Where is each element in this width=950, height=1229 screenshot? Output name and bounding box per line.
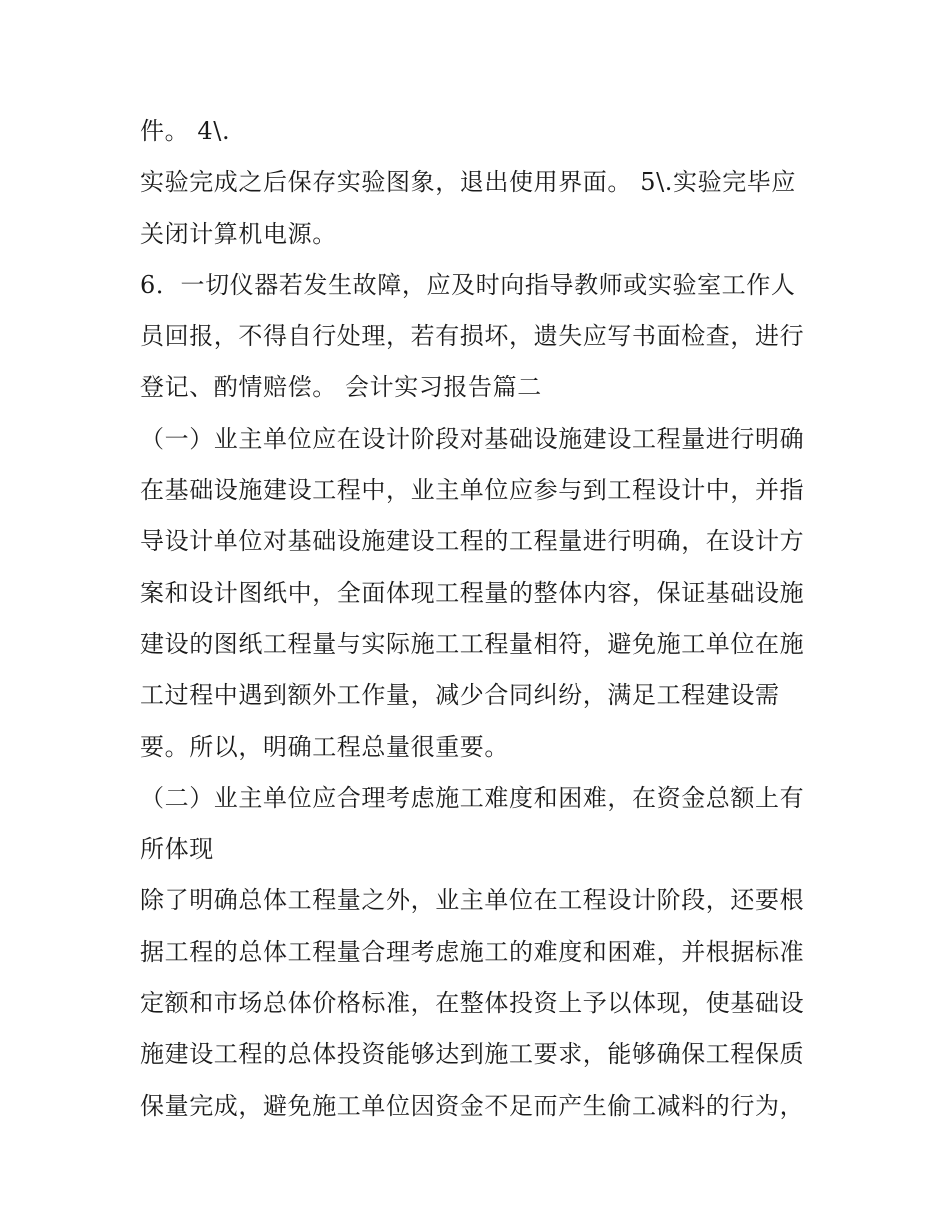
section-heading: （一）业主单位应在设计阶段对基础设施建设工程量进行明确	[140, 424, 805, 453]
text-line: 6．一切仪器若发生故障，应及时向指导教师或实验室工作人	[140, 270, 796, 299]
text-line: 关闭计算机电源。	[140, 219, 337, 248]
section-heading: 所体现	[140, 835, 214, 864]
text-line: 建设的图纸工程量与实际施工工程量相符，避免施工单位在施	[140, 629, 805, 658]
text-line: 登记、酌情赔偿。 会计实习报告篇二	[140, 373, 542, 402]
text-line: 定额和市场总体价格标准，在整体投资上予以体现，使基础设	[140, 989, 805, 1018]
text-line: 在基础设施建设工程中，业主单位应参与到工程设计中，并指	[140, 476, 805, 505]
text-line: 案和设计图纸中，全面体现工程量的整体内容，保证基础设施	[140, 578, 805, 607]
text-line: 要。所以，明确工程总量很重要。	[140, 732, 509, 761]
text-line: 导设计单位对基础设施建设工程的工程量进行明确，在设计方	[140, 527, 805, 556]
text-line: 件。 4\.	[140, 117, 231, 145]
text-line: 员回报，不得自行处理，若有损坏，遗失应写书面检查，进行	[140, 322, 805, 351]
text-line: 除了明确总体工程量之外，业主单位在工程设计阶段，还要根	[140, 886, 805, 915]
section-heading: （二）业主单位应合理考虑施工难度和困难，在资金总额上有	[140, 783, 805, 812]
text-line: 施建设工程的总体投资能够达到施工要求，能够确保工程保质	[140, 1040, 805, 1069]
text-line: 保量完成，避免施工单位因资金不足而产生偷工减料的行为，	[140, 1091, 805, 1120]
text-line: 实验完成之后保存实验图象，退出使用界面。 5\.实验完毕应	[140, 168, 797, 197]
document-body	[140, 106, 820, 1132]
text-line: 工过程中遇到额外工作量，减少合同纠纷，满足工程建设需	[140, 681, 780, 710]
text-line: 据工程的总体工程量合理考虑施工的难度和困难，并根据标准	[140, 937, 805, 966]
